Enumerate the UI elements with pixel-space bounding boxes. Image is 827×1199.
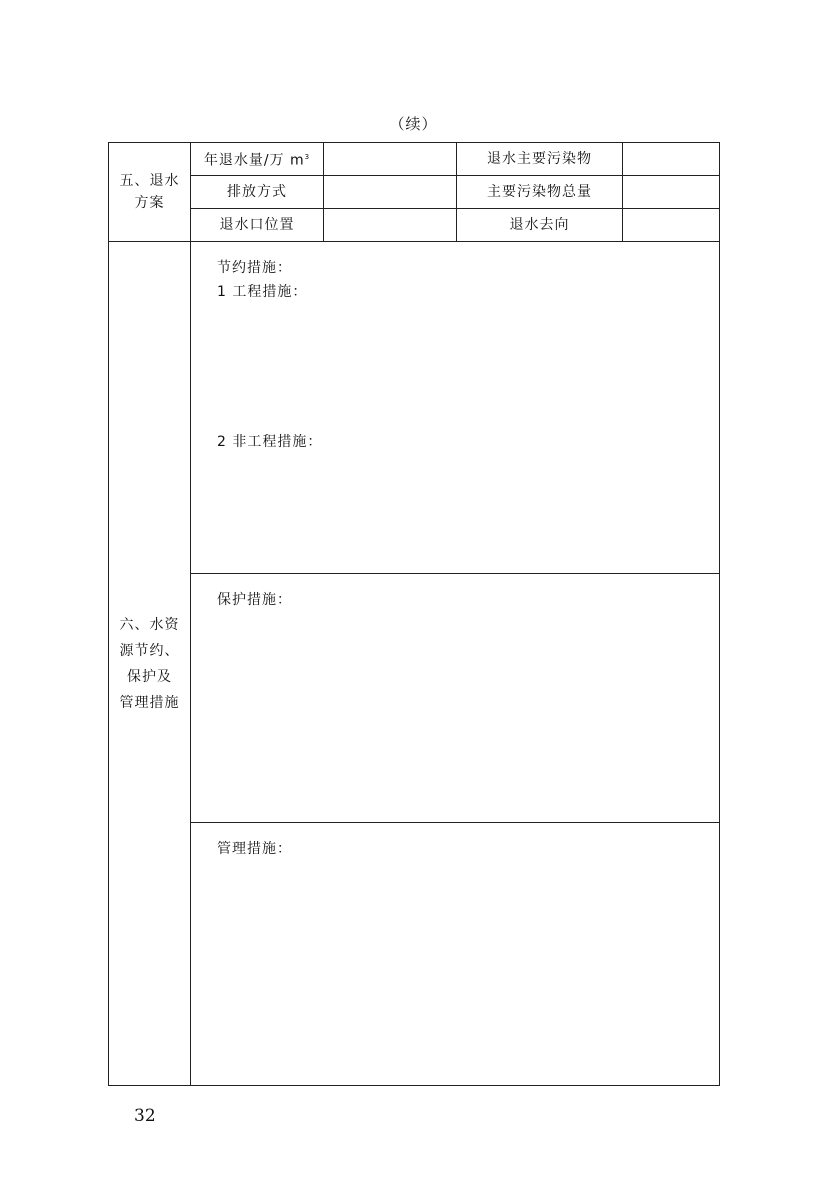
protection-measures-label: 保护措施：: [217, 592, 292, 608]
management-measures-cell[interactable]: [191, 823, 720, 1086]
discharge-method-label: 排放方式: [191, 176, 324, 209]
main-pollutants-value[interactable]: [623, 143, 720, 176]
management-measures-label: 管理措施：: [217, 841, 292, 857]
outlet-location-value[interactable]: [324, 209, 457, 242]
annual-discharge-label: 年退水量/万 $m^3$: [191, 143, 324, 176]
discharge-destination-label: 退水去向: [457, 209, 623, 242]
discharge-method-value[interactable]: [324, 176, 457, 209]
discharge-destination-value[interactable]: [623, 209, 720, 242]
total-pollutants-value[interactable]: [623, 176, 720, 209]
saving-measures-label: 节约措施：: [217, 260, 292, 276]
saving-measures-cell[interactable]: [191, 242, 720, 574]
section6-label: 六、水资 源节约、 保护及 管理措施: [109, 242, 191, 1086]
section5-label: 五、退水 方案: [109, 143, 191, 242]
continued-title: （续）: [389, 115, 438, 133]
total-pollutants-label: 主要污染物总量: [457, 176, 623, 209]
page-number: 32: [134, 1106, 156, 1126]
protection-measures-cell[interactable]: [191, 574, 720, 823]
non-engineering-measures-label: 2 非工程措施：: [217, 434, 323, 450]
outlet-location-label: 退水口位置: [191, 209, 324, 242]
water-plan-table: [108, 142, 720, 1086]
engineering-measures-label: 1 工程措施：: [217, 284, 308, 300]
main-pollutants-label: 退水主要污染物: [457, 143, 623, 176]
annual-discharge-value[interactable]: [324, 143, 457, 176]
